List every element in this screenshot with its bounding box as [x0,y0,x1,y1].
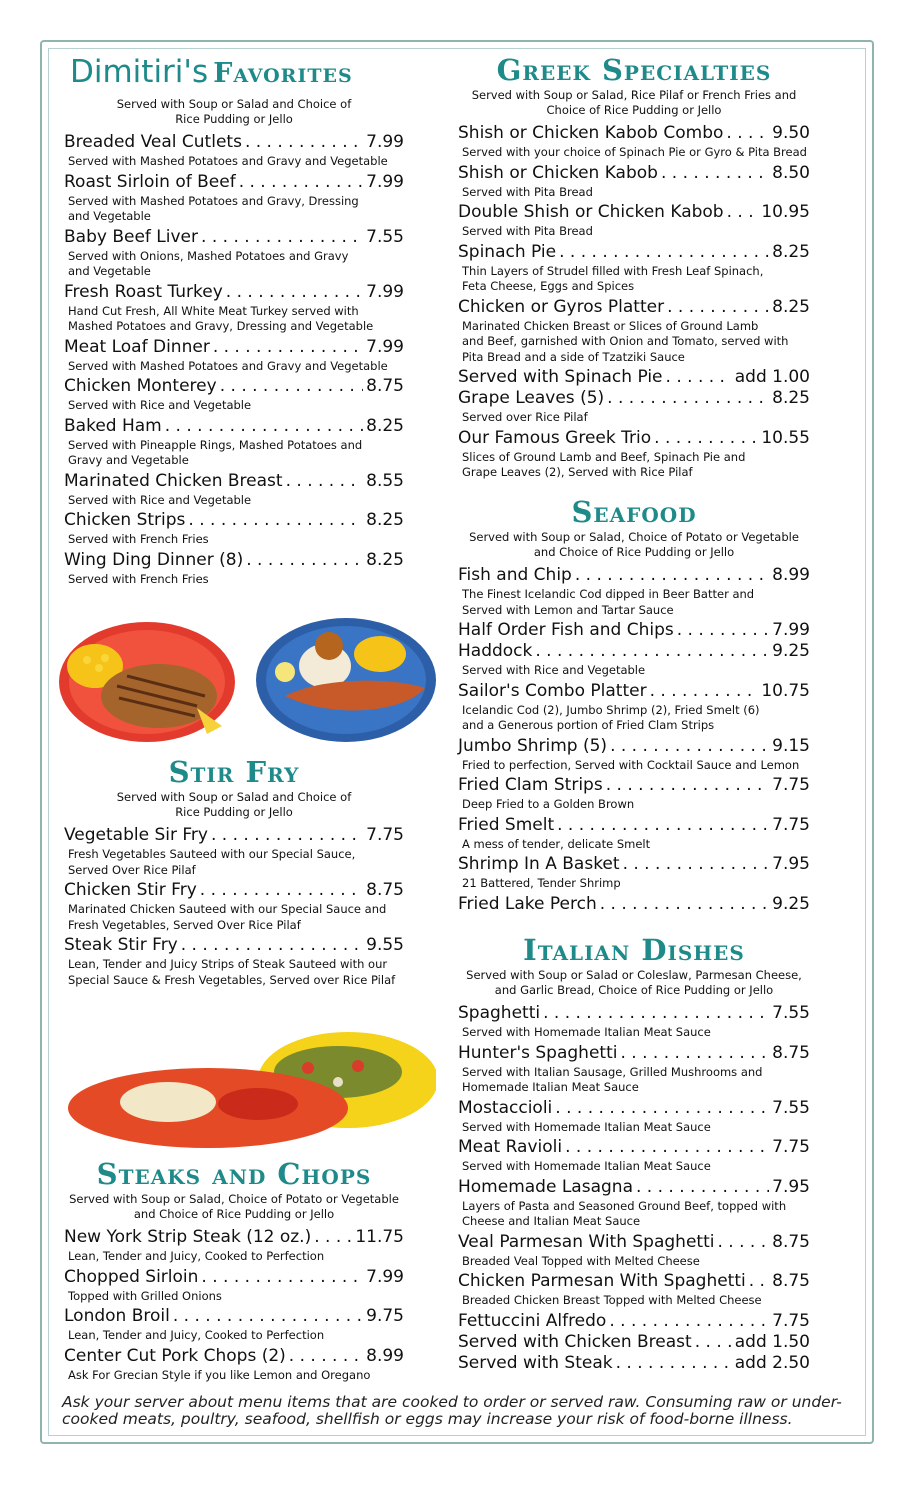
leader-dots [654,428,758,449]
item-price: add 1.00 [734,367,810,387]
menu-item [64,825,404,878]
item-price: 10.75 [761,680,810,701]
menu-item [458,815,810,853]
menu-items [64,1227,404,1383]
item-price: 8.75 [772,1271,810,1291]
leader-dots [286,471,364,492]
item-row [64,416,404,437]
menu-item [458,681,810,734]
item-name: Marinated Chicken Breast [64,470,283,491]
item-price: 8.75 [772,1231,810,1252]
item-price: 7.99 [366,132,404,152]
item-description: Served with French Fries [68,532,209,546]
leader-dots [616,1353,732,1374]
leader-dots [245,132,363,153]
menu-item [458,242,810,295]
section-intro: Served with Soup or Salad, Choice of Potato or Vegetable and Choice of Rice Pudding or Jello [69,1192,399,1221]
item-row [458,815,810,836]
item-row [458,854,810,875]
item-price: 7.75 [772,775,810,795]
item-description: Served with Pineapple Rings, Mashed Potatoes and Gravy and Vegetable [68,437,363,467]
item-description: Slices of Ground Lamb and Beef, Spinach Pie and Grape Leaves (2), Served with Rice Pilaf [462,449,746,479]
item-price: 8.50 [772,162,810,183]
item-row [458,1271,810,1292]
leader-dots [555,1098,769,1119]
leader-dots [314,1227,352,1248]
item-name: Spinach Pie [458,241,557,262]
item-row [64,337,404,358]
seafood-section [458,496,810,915]
menu-item [458,388,810,426]
item-price: 7.75 [772,1137,810,1157]
menu-item [458,1003,810,1041]
menu-item [458,297,810,366]
item-row [64,550,404,571]
item-name: Chicken Monterey [64,376,217,396]
leader-dots [661,163,769,184]
item-row [458,736,810,757]
item-name: Fried Lake Perch [458,893,597,914]
leader-dots [677,620,769,641]
item-price: 8.25 [366,549,404,570]
item-name: Chicken Strips [64,510,186,530]
item-name: Fried Smelt [458,814,555,835]
item-description: Deep Fried to a Golden Brown [462,797,635,811]
item-row [458,1003,810,1024]
item-row [458,297,810,318]
item-price: add 1.50 [734,1331,810,1352]
italian-title: Italian Dishes [523,933,745,967]
greek-title: Greek Specialties [496,53,772,87]
favorites-heading [70,54,420,90]
item-name: Fettuccini Alfredo [458,1310,607,1331]
item-name: New York Strip Steak (12 oz.) [64,1227,312,1247]
menu-item [64,935,404,988]
item-description: A mess of tender, delicate Smelt [462,836,651,851]
item-price: 7.99 [366,171,404,192]
menu-item [458,1232,810,1270]
item-row [64,1267,404,1288]
item-description: Layers of Pasta and Seasoned Ground Beef, topped with Cheese and Italian Meat Sauce [462,1198,787,1228]
item-name: Meat Ravioli [458,1137,563,1157]
menu-item [458,1043,810,1096]
item-price: 7.95 [772,854,810,874]
item-name: Steak Stir Fry [64,935,178,955]
item-row [458,775,810,796]
menu-item [458,565,810,618]
steaks-title: Steaks and Chops [96,1157,372,1191]
item-price: 7.75 [366,825,404,845]
item-row [64,376,404,397]
item-description: Served with your choice of Spinach Pie or Gyro & Pita Bread [462,145,807,159]
item-row [458,388,810,409]
item-price: 9.15 [772,735,810,756]
item-row [458,1177,810,1198]
item-row [64,172,404,193]
item-row [458,565,810,586]
leader-dots [246,550,363,571]
leader-dots [559,242,769,263]
item-description: Served with Homemade Italian Meat Sauce [462,1159,711,1173]
menu-item [458,736,810,774]
leader-dots [607,388,769,409]
item-price: 9.25 [772,641,810,661]
item-row [64,880,404,901]
addon-item [458,1353,810,1374]
section-intro: Served with Soup or Salad and Choice of Rice Pudding or Jello [116,790,352,819]
item-description: Fried to perfection, Served with Cocktail Sauce and Lemon [462,757,800,772]
item-description: Marinated Chicken Breast or Slices of Ground Lamb and Beef, garnished with Onion and Tomato, served with Pita Bread and a side of Tzatziki Sauce [462,318,789,364]
item-name: Baked Ham [64,415,162,436]
item-row [458,620,810,641]
menu-items [64,132,404,587]
menu-item [64,416,404,469]
item-name: Double Shish or Chicken Kabob [458,202,724,222]
item-price: 8.75 [366,880,404,900]
item-row [458,641,810,662]
item-description: Icelandic Cod (2), Jumbo Shrimp (2), Fried Smelt (6) and a Generous portion of Fried Clam Strips [462,702,760,732]
item-name: Sailor's Combo Platter [458,680,647,701]
menu-items [64,825,404,988]
item-row [458,681,810,702]
item-row [64,1346,404,1367]
item-price: 8.55 [366,470,404,491]
item-name: Served with Steak [458,1352,613,1373]
item-name: Shish or Chicken Kabob [458,162,658,183]
item-description: Served with Onions, Mashed Potatoes and Gravy and Vegetable [68,248,349,278]
stir-fry-section [64,756,404,990]
favorites-title-script: Dimitiri's [70,54,209,90]
leader-dots [213,337,363,358]
leader-dots [543,1003,769,1024]
item-row [458,1353,810,1374]
leader-dots [727,202,759,223]
leader-dots [749,1271,769,1292]
item-row [458,163,810,184]
leader-dots [623,854,770,875]
item-price: 8.75 [772,1042,810,1063]
menu-item [64,471,404,509]
item-name: Spaghetti [458,1003,541,1023]
item-name: Homemade Lasagna [458,1176,633,1197]
section-intro: Served with Soup or Salad or Coleslaw, Parmesan Cheese, and Garlic Bread, Choice of Rice Pudding or Jello [466,968,802,997]
menu-item [64,1227,404,1265]
menu-item [458,123,810,161]
item-name: Roast Sirloin of Beef [64,171,236,192]
item-row [64,132,404,153]
item-row [64,1227,404,1248]
item-description: Thin Layers of Strudel filled with Fresh Leaf Spinach, Feta Cheese, Eggs and Spices [462,263,764,293]
item-name: Chicken Stir Fry [64,880,197,900]
item-row [64,282,404,303]
item-description: Breaded Veal Topped with Melted Cheese [462,1253,700,1268]
menu-item [458,1137,810,1175]
leader-dots [600,894,769,915]
addon-item [458,1332,810,1353]
item-row [64,935,404,956]
leader-dots [575,565,769,586]
item-name: Half Order Fish and Chips [458,620,674,640]
menu-item [458,894,810,915]
menu-item [64,1267,404,1305]
favorites-section [64,95,404,589]
greek-section [458,54,810,483]
menu-items [458,123,810,481]
menu-item [64,1346,404,1384]
item-price: 9.75 [366,1306,404,1326]
item-price: 7.99 [366,1266,404,1287]
item-price: 9.55 [366,935,404,955]
item-description: Served with Homemade Italian Meat Sauce [462,1119,711,1134]
menu-item [458,775,810,813]
menu-item [458,202,810,240]
pasta-plates-photo [68,1030,436,1150]
item-description: Ask For Grecian Style if you like Lemon and Oregano [68,1367,371,1382]
menu-item [458,620,810,641]
menu-item [64,510,404,548]
item-price: 8.25 [772,388,810,408]
menu-item [458,1177,810,1230]
menu-items [458,1003,810,1332]
leader-dots [667,297,769,318]
item-price: 7.75 [772,814,810,835]
grilled-chicken-photo [57,616,237,746]
food-safety-disclaimer: Ask your server about menu items that are cooked to order or served raw. Consuming raw or under-cooked meats, poultry, seafood, shellfish or eggs may increase your risk of food-borne illness. [62,1393,842,1428]
item-price: 9.50 [772,123,810,143]
section-intro: Served with Soup or Salad and Choice of Rice Pudding or Jello [116,97,352,126]
item-description: Fresh Vegetables Sauteed with our Special Sauce, Served Over Rice Pilaf [68,847,356,877]
item-row [64,1306,404,1327]
item-name: Haddock [458,641,533,661]
item-description: Lean, Tender and Juicy, Cooked to Perfection [68,1249,325,1263]
item-description: Marinated Chicken Sauteed with our Special Sauce and Fresh Vegetables, Served Over Rice Pilaf [68,902,387,932]
addon-items [458,1332,810,1374]
menu-item [458,1311,810,1332]
item-name: Chopped Sirloin [64,1266,199,1287]
leader-dots [226,282,363,303]
item-row [458,1137,810,1158]
item-row [458,123,810,144]
item-price: 7.95 [772,1176,810,1197]
item-name: Meat Loaf Dinner [64,336,210,357]
italian-section [458,934,810,1374]
menu-item [64,282,404,335]
leader-dots [201,227,363,248]
item-price: 8.75 [366,376,404,396]
leader-dots [220,376,363,397]
leader-dots [188,510,363,531]
item-description: Served with Pita Bread [462,224,593,238]
item-price: 8.99 [772,565,810,585]
item-row [458,1098,810,1119]
menu-item [64,376,404,414]
item-row [458,894,810,915]
fish-plate-photo [255,616,437,744]
leader-dots [181,935,363,956]
item-name: Vegetable Sir Fry [64,825,208,845]
item-price: 8.25 [772,296,810,317]
leader-dots [173,1306,363,1327]
item-name: Veal Parmesan With Spaghetti [458,1231,715,1252]
leader-dots [650,681,759,702]
item-row [458,1332,810,1353]
item-description: Served with Mashed Potatoes and Gravy and Vegetable [68,154,388,168]
leader-dots [557,815,769,836]
item-row [458,367,810,388]
menu-item [458,428,810,481]
menu-item [458,641,810,679]
item-price: 8.99 [366,1345,404,1366]
leader-dots [239,172,363,193]
leader-dots [535,641,769,662]
item-name: London Broil [64,1306,170,1326]
item-name: Served with Spinach Pie [458,367,663,387]
item-description: 21 Battered, Tender Shrimp [462,876,621,890]
section-intro: Served with Soup or Salad, Choice of Potato or Vegetable and Choice of Rice Pudding or Jello [469,530,799,559]
item-description: Served with Mashed Potatoes and Gravy, Dressing and Vegetable [68,193,359,223]
item-name: Fish and Chip [458,565,572,585]
menu-item [458,367,810,388]
item-description: Topped with Grilled Onions [68,1288,222,1303]
seafood-title: Seafood [571,495,697,529]
item-row [458,428,810,449]
item-name: Chicken Parmesan With Spaghetti [458,1271,746,1291]
item-price: 7.99 [366,336,404,357]
menu-item [64,227,404,280]
menu-item [64,337,404,375]
leader-dots [565,1137,769,1158]
item-name: Baby Beef Liver [64,226,199,247]
menu-item [64,1306,404,1344]
item-price: 7.99 [366,281,404,302]
menu-item [64,132,404,170]
item-name: Jumbo Shrimp (5) [458,735,608,756]
leader-dots [200,880,363,901]
leader-dots [620,1043,769,1064]
item-name: Wing Ding Dinner (8) [64,549,244,570]
item-description: Served with Italian Sausage, Grilled Mushrooms and Homemade Italian Meat Sauce [462,1064,763,1094]
item-row [458,202,810,223]
leader-dots [636,1177,769,1198]
item-name: Shrimp In A Basket [458,854,620,874]
item-description: Breaded Chicken Breast Topped with Melted Cheese [462,1293,762,1307]
item-name: Served with Chicken Breast [458,1331,692,1352]
leader-dots [610,736,769,757]
item-name: Center Cut Pork Chops (2) [64,1345,286,1366]
leader-dots [606,775,769,796]
item-row [458,1311,810,1332]
item-row [64,227,404,248]
item-description: Hand Cut Fresh, All White Meat Turkey served with Mashed Potatoes and Gravy, Dressing and Vegetable [68,303,374,333]
item-description: Served with Homemade Italian Meat Sauce [462,1025,711,1039]
leader-dots [211,825,363,846]
item-price: 7.99 [772,620,810,640]
leader-dots [717,1232,769,1253]
leader-dots [289,1346,363,1367]
menu-item [458,1271,810,1309]
menu-item [458,163,810,201]
steaks-section [64,1158,404,1385]
leader-dots [695,1332,732,1353]
menu-item [458,1098,810,1136]
menu-item [64,880,404,933]
item-description: Lean, Tender and Juicy, Cooked to Perfection [68,1328,325,1342]
favorites-title-caps: Favorites [213,58,353,89]
item-row [458,1232,810,1253]
item-description: The Finest Icelandic Cod dipped in Beer Batter and Served with Lemon and Tartar Sauce [462,587,755,617]
item-price: 11.75 [355,1227,404,1247]
item-price: 9.25 [772,893,810,914]
item-name: Our Famous Greek Trio [458,427,652,448]
menu-item [64,550,404,588]
item-price: 7.55 [772,1097,810,1118]
item-description: Served with Mashed Potatoes and Gravy and Vegetable [68,358,388,373]
item-name: Chicken or Gyros Platter [458,296,665,317]
menu-item [64,172,404,225]
item-row [458,1043,810,1064]
item-description: Served with Rice and Vegetable [68,492,252,507]
item-name: Grape Leaves (5) [458,388,605,408]
item-name: Fried Clam Strips [458,775,603,795]
item-price: 10.95 [761,202,810,222]
leader-dots [165,416,363,437]
item-description: Served over Rice Pilaf [462,410,588,424]
item-price: 7.55 [366,226,404,247]
leader-dots [201,1267,363,1288]
section-intro: Served with Soup or Salad, Rice Pilaf or French Fries and Choice of Rice Pudding or Jello [471,88,797,117]
leader-dots [666,367,732,388]
item-row [64,825,404,846]
item-price: 8.25 [366,510,404,530]
menu-items [458,565,810,915]
item-price: 8.25 [772,241,810,262]
item-description: Lean, Tender and Juicy Strips of Steak Sauteed with our Special Sauce & Fresh Vegetables, Served over Rice Pilaf [68,957,396,987]
item-name: Shish or Chicken Kabob Combo [458,123,724,143]
item-price: 7.55 [772,1003,810,1023]
item-row [64,471,404,492]
item-row [458,242,810,263]
item-name: Breaded Veal Cutlets [64,132,242,152]
item-price: 10.55 [761,427,810,448]
item-row [64,510,404,531]
item-description: Served with Rice and Vegetable [462,663,646,677]
item-name: Mostaccioli [458,1097,553,1118]
leader-dots [609,1311,769,1332]
item-price: 8.25 [366,415,404,436]
item-price: add 2.50 [734,1352,810,1373]
item-price: 7.75 [772,1310,810,1331]
item-description: Served with French Fries [68,571,209,586]
item-name: Fresh Roast Turkey [64,281,223,302]
menu-item [458,854,810,892]
leader-dots [726,123,769,144]
item-description: Served with Pita Bread [462,184,593,199]
stir-fry-title: Stir Fry [168,755,300,789]
item-description: Served with Rice and Vegetable [68,398,252,412]
item-name: Hunter's Spaghetti [458,1042,618,1063]
